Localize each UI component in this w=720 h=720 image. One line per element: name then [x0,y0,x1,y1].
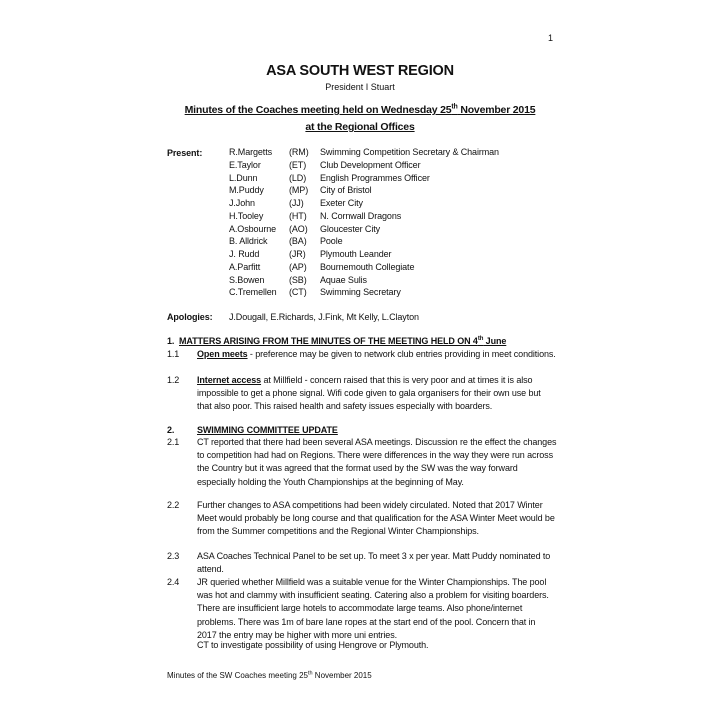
attendee-role: English Programmes Officer [320,172,430,183]
section2-number: 2. [167,425,175,435]
attendee-role: City of Bristol [320,185,372,196]
item-2-1-text: CT reported that there had been several ASA meetings. Discussion re the effect the changes to competition had had on Regions. There were differences in the way they were run across the Country but it was agreed that the format used by the SW was the way forward especially holding the Youth Championships at the beginning of May. [197,437,557,487]
section2-title: SWIMMING COMMITTEE UPDATE [197,425,338,435]
attendee-role: Club Development Officer [320,159,421,170]
attendee-role: Bournemouth Collegiate [320,261,415,272]
attendee-role: Exeter City [320,198,363,208]
item-2-3-text: ASA Coaches Technical Panel to be set up. To meet 3 x per year. Matt Puddy nominated to attend. [197,551,551,575]
section1-title: MATTERS ARISING FROM THE MINUTES OF THE MEETING HELD ON 4th June [179,336,507,346]
attendee-role: N. Cornwall Dragons [320,210,402,221]
attendee-role: Plymouth Leander [320,249,392,259]
attendee-initials: (CT) [289,287,307,298]
apologies-text: J.Dougall, E.Richards, J.Fink, Mt Kelly, L.Clayton [229,312,419,322]
attendee-name: J.John [229,198,255,208]
item-2-2-text: Further changes to ASA competitions had been widely circulated. Noted that 2017 Winter Meet would probably be long course and that qualification for the ASA Winter Meet would be from the Summer competitions and the Regional Winter Championships. [197,500,555,537]
attendee-role: Swimming Secretary [320,287,401,298]
item-1-1-number: 1.1 [167,349,180,359]
attendee-name: R.Margetts [229,147,273,157]
item-1-2-text: Internet access at Millfield - concern raised that this is very poor and at times it is also impossible to get a phone signal. Wifi code given to gala organisers for their own use but that also poor. This raised health and safety issues especially with boarders. [197,375,541,412]
item-1-1-text: Open meets - preference may be given to network club entries providing in meet conditions. [197,349,556,359]
attendee-name: L.Dunn [229,172,258,183]
item-2-4-action: CT to investigate possibility of using Hengrove or Plymouth. [197,640,429,650]
section1-number: 1. [167,336,175,346]
attendee-initials: (SB) [289,274,307,285]
attendee-initials: (AP) [289,261,307,272]
item-2-1-number: 2.1 [167,437,180,447]
attendee-name: M.Puddy [229,185,264,196]
attendee-initials: (LD) [289,172,307,183]
attendee-role: Gloucester City [320,223,381,234]
attendee-initials: (AO) [289,223,308,234]
attendee-initials: (HT) [289,210,307,221]
attendee-name: H.Tooley [229,210,264,221]
item-1-2-number: 1.2 [167,375,180,385]
meeting-heading-line1: Minutes of the Coaches meeting held on Wednesday 25th November 2015 [184,103,536,116]
item-2-4-number: 2.4 [167,577,180,587]
page-footer: Minutes of the SW Coaches meeting 25th November 2015 [167,670,372,680]
attendee-name: A.Parfitt [229,261,261,272]
page-number: 1 [548,33,554,43]
attendee-initials: (MP) [289,185,309,196]
attendee-name: S.Bowen [229,274,265,285]
attendee-name: B. Alldrick [229,236,268,247]
attendee-initials: (BA) [289,236,307,247]
attendee-role: Poole [320,236,343,247]
attendee-initials: (JR) [289,249,306,259]
meeting-heading-line2: at the Regional Offices [305,121,415,133]
attendee-name: A.Osbourne [229,223,277,234]
item-2-2-number: 2.2 [167,500,180,510]
attendee-role: Swimming Competition Secretary & Chairman [320,147,499,157]
attendee-name: C.Tremellen [229,287,277,298]
present-label: Present: [167,148,203,158]
attendee-initials: (RM) [289,147,309,157]
attendee-initials: (ET) [289,159,307,170]
attendee-name: J. Rudd [229,249,260,259]
item-2-4-text: JR queried whether Millfield was a suitable venue for the Winter Championships. The pool was hot and clammy with insufficient seating. Catering also a problem for visiting boarders. There are insufficient large hotels to accommodate large teams. Also phone/internet problems. There was 1m of bare lane ropes at the start end of the pool. Concern that in 2017 the entry may be higher with more uni entries. [197,577,549,640]
apologies-label: Apologies: [167,312,213,322]
document-title: ASA SOUTH WEST REGION [266,63,454,79]
document-subtitle: President I Stuart [325,82,395,92]
attendee-initials: (JJ) [289,198,304,208]
item-2-3-number: 2.3 [167,551,180,561]
attendee-role: Aquae Sulis [320,274,367,285]
attendee-name: E.Taylor [229,159,261,170]
